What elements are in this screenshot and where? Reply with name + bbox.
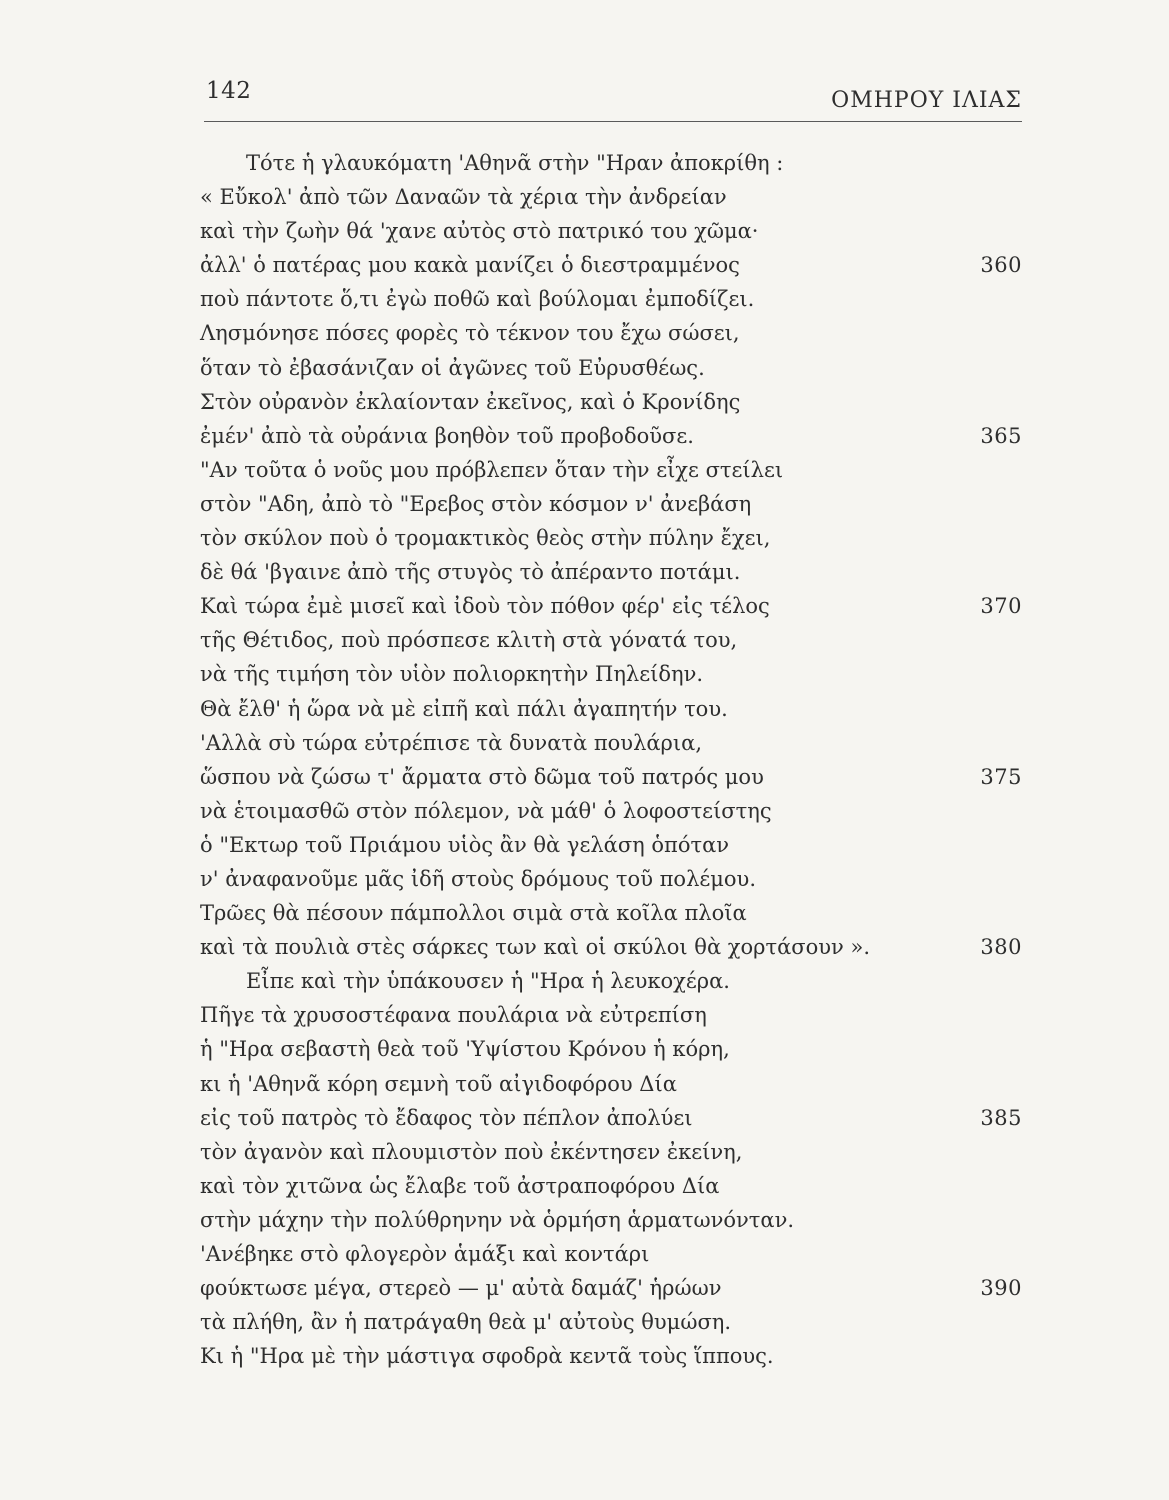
verse-text: καὶ τὴν ζωὴν θά 'χανε αὐτὸς στὸ πατρικό του χῶμα· (200, 219, 759, 244)
verse-line (200, 487, 1030, 521)
verse-line (200, 555, 1030, 589)
verse-line (200, 248, 1030, 282)
verse-line (200, 282, 1030, 316)
verse-line (200, 453, 1030, 487)
verse-text: ἐμέν' ἀπὸ τὰ οὐράνια βοηθὸν τοῦ προβοδοῦσε. (200, 423, 694, 448)
verse-line (200, 1101, 1030, 1135)
verse-text: εἰς τοῦ πατρὸς τὸ ἔδαφος τὸν πέπλον ἀπολύει (200, 1105, 693, 1130)
verse-line (200, 214, 1030, 248)
verse-line (200, 385, 1030, 419)
verse-text: Κι ἡ "Ηρα μὲ τὴν μάστιγα σφοδρὰ κεντᾶ τοὺς ἵππους. (200, 1344, 774, 1369)
verse-line (200, 896, 1030, 930)
verse-line (200, 1067, 1030, 1101)
verse-block (200, 146, 1030, 1373)
verse-text: ν' ἀναφανοῦμε μᾶς ἰδῆ στοὺς δρόμους τοῦ πολέμου. (200, 866, 756, 891)
verse-line (200, 998, 1030, 1032)
verse-line (200, 589, 1030, 623)
verse-line (200, 1271, 1030, 1305)
verse-text: Λησμόνησε πόσες φορὲς τὸ τέκνον του ἔχω σώσει, (200, 321, 740, 346)
verse-line (200, 623, 1030, 657)
verse-line (200, 1339, 1030, 1373)
verse-line (200, 316, 1030, 350)
verse-text: « Εὔκολ' ἀπὸ τῶν Δαναῶν τὰ χέρια τὴν ἀνδρείαν (200, 185, 727, 210)
verse-text: ἀλλ' ὁ πατέρας μου κακὰ μανίζει ὁ διεστραμμένος (200, 253, 740, 278)
verse-text: ὅταν τὸ ἐβασάνιζαν οἱ ἀγῶνες τοῦ Εὐρυσθέως. (200, 355, 705, 380)
verse-text: νὰ τῆς τιμήση τὸν υἱὸν πολιορκητὴν Πηλείδην. (200, 662, 704, 687)
verse-text: τῆς Θέτιδος, ποὺ πρόσπεσε κλιτὴ στὰ γόνατά του, (200, 628, 738, 653)
line-number: 390 (980, 1276, 1022, 1301)
verse-text: Στὸν οὐρανὸν ἐκλαίονταν ἐκεῖνος, καὶ ὁ Κρονίδης (200, 389, 741, 414)
verse-text: Πῆγε τὰ χρυσοστέφανα πουλάρια νὰ εὐτρεπίση (200, 1003, 707, 1028)
verse-line (200, 419, 1030, 453)
verse-text: στὸν "Αδη, ἀπὸ τὸ "Ερεβος στὸν κόσμον ν' ἀνεβάση (200, 491, 752, 516)
page-number: 142 (206, 78, 252, 104)
line-number: 385 (980, 1105, 1022, 1130)
verse-text: Εἶπε καὶ τὴν ὑπάκουσεν ἡ "Ηρα ἡ λευκοχέρα. (246, 969, 730, 994)
verse-text: τὸν σκύλον ποὺ ὁ τρομακτικὸς θεὸς στὴν πύλην ἔχει, (200, 526, 771, 551)
page-header (206, 78, 1022, 118)
line-number: 360 (980, 253, 1022, 278)
verse-text: "Αν τοῦτα ὁ νοῦς μου πρόβλεπεν ὅταν τὴν εἶχε στείλει (200, 457, 784, 482)
verse-text: καὶ τὰ πουλιὰ στὲς σάρκες των καὶ οἱ σκύλοι θὰ χορτάσουν ». (200, 935, 871, 960)
verse-line (200, 930, 1030, 964)
header-rule (204, 121, 1022, 122)
verse-text: 'Ανέβηκε στὸ φλογερὸν ἁμάξι καὶ κοντάρι (200, 1242, 650, 1266)
verse-text: ὥσπου νὰ ζώσω τ' ἄρματα στὸ δῶμα τοῦ πατρός μου (200, 764, 764, 789)
verse-text: Καὶ τώρα ἐμὲ μισεῖ καὶ ἰδοὺ τὸν πόθον φέρ' εἰς τέλος (200, 594, 770, 619)
verse-line (200, 862, 1030, 896)
line-number: 370 (980, 594, 1022, 619)
verse-text: ὁ "Εκτωρ τοῦ Πριάμου υἱὸς ἂν θὰ γελάση ὁπόταν (200, 832, 730, 857)
verse-line (200, 351, 1030, 385)
running-head: ΟΜΗΡΟΥ ΙΛΙΑΣ (831, 88, 1022, 113)
verse-line (200, 180, 1030, 214)
line-number: 380 (980, 935, 1022, 960)
verse-line (200, 726, 1030, 760)
verse-text: στὴν μάχην τὴν πολύθρηνην νὰ ὁρμήση ἁρματωνόνταν. (200, 1207, 795, 1232)
verse-text: τὸν ἀγανὸν καὶ πλουμιστὸν ποὺ ἐκέντησεν ἐκείνη, (200, 1139, 743, 1164)
verse-text: Τρῶες θὰ πέσουν πάμπολλοι σιμὰ στὰ κοῖλα πλοῖα (200, 901, 747, 926)
verse-line (200, 760, 1030, 794)
verse-line (200, 146, 1030, 180)
verse-line (200, 1237, 1030, 1271)
line-number: 365 (980, 423, 1022, 448)
verse-line (200, 794, 1030, 828)
verse-line (200, 1305, 1030, 1339)
verse-line (200, 1135, 1030, 1169)
verse-line (200, 964, 1030, 998)
verse-line (200, 521, 1030, 555)
verse-text: δὲ θά 'βγαινε ἀπὸ τῆς στυγὸς τὸ ἀπέραντο ποτάμι. (200, 560, 741, 585)
verse-line (200, 1203, 1030, 1237)
verse-text: νὰ ἑτοιμασθῶ στὸν πόλεμον, νὰ μάθ' ὁ λοφοστείστης (200, 798, 772, 823)
verse-text: κι ἡ 'Αθηνᾶ κόρη σεμνὴ τοῦ αἰγιδοφόρου Δία (200, 1071, 677, 1096)
verse-line (200, 1169, 1030, 1203)
verse-line (200, 828, 1030, 862)
verse-line (200, 657, 1030, 691)
verse-text: ἡ "Ηρα σεβαστὴ θεὰ τοῦ 'Υψίστου Κρόνου ἡ κόρη, (200, 1037, 730, 1062)
verse-line (200, 692, 1030, 726)
verse-text: Τότε ἡ γλαυκόματη 'Αθηνᾶ στὴν "Ηραν ἀποκρίθη : (246, 151, 784, 175)
verse-text: φούκτωσε μέγα, στερεὸ — μ' αὐτὰ δαμάζ' ἡρώων (200, 1276, 722, 1301)
verse-text: Θὰ ἔλθ' ἡ ὥρα νὰ μὲ εἰπῆ καὶ πάλι ἀγαπητήν του. (200, 696, 728, 721)
verse-text: 'Αλλὰ σὺ τώρα εὐτρέπισε τὰ δυνατὰ πουλάρια, (200, 730, 702, 755)
verse-line (200, 1032, 1030, 1066)
verse-text: ποὺ πάντοτε ὅ,τι ἐγὼ ποθῶ καὶ βούλομαι ἐμποδίζει. (200, 287, 755, 312)
verse-text: καὶ τὸν χιτῶνα ὡς ἔλαβε τοῦ ἀστραποφόρου Δία (200, 1173, 720, 1198)
line-number: 375 (980, 764, 1022, 789)
verse-text: τὰ πλήθη, ἂν ἡ πατράγαθη θεὰ μ' αὐτοὺς θυμώση. (200, 1310, 732, 1335)
